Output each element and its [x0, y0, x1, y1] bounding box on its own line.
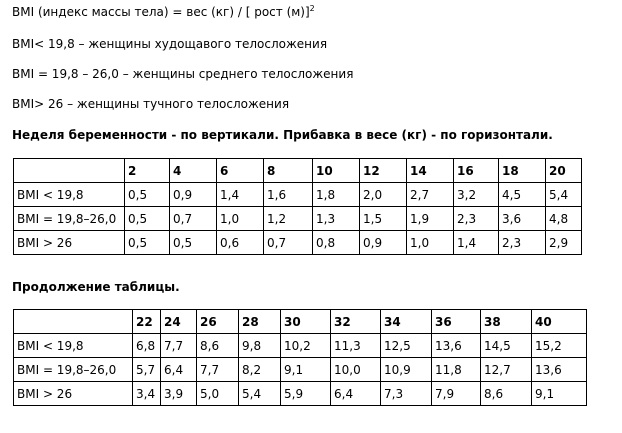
- weight-gain-cell: 0,5: [125, 183, 170, 207]
- weight-gain-cell: 7,7: [161, 334, 197, 358]
- weight-gain-cell: 12,5: [381, 334, 432, 358]
- week-header-cell: 22: [133, 310, 161, 334]
- week-header-cell: 34: [381, 310, 432, 334]
- weight-gain-cell: 0,9: [170, 183, 217, 207]
- bmi-formula: [12, 5, 315, 19]
- table-row: [14, 207, 582, 231]
- weight-gain-cell: 14,5: [481, 334, 532, 358]
- week-header-cell: 24: [161, 310, 197, 334]
- table-corner-cell: [14, 159, 125, 183]
- bmi-category-cell: BMI < 19,8: [14, 334, 133, 358]
- weight-gain-cell: 0,5: [125, 231, 170, 255]
- table-continued-heading: Продолжение таблицы.: [12, 280, 180, 294]
- weight-gain-cell: 15,2: [532, 334, 587, 358]
- table-header-row: [14, 159, 582, 183]
- weight-gain-cell: 4,8: [546, 207, 582, 231]
- bmi-category-cell: BMI > 26: [14, 382, 133, 406]
- table-row: [14, 183, 582, 207]
- weight-gain-cell: 2,7: [407, 183, 454, 207]
- weight-gain-cell: 3,9: [161, 382, 197, 406]
- table-corner-cell: [14, 310, 133, 334]
- weight-gain-cell: 11,8: [432, 358, 481, 382]
- weight-gain-cell: 5,4: [239, 382, 281, 406]
- bmi-formula-exponent: 2: [309, 4, 315, 13]
- weight-gain-cell: 3,6: [499, 207, 546, 231]
- weight-gain-cell: 10,0: [331, 358, 381, 382]
- weight-gain-cell: 8,2: [239, 358, 281, 382]
- week-header-cell: 12: [360, 159, 407, 183]
- weight-gain-cell: 8,6: [197, 334, 239, 358]
- weight-gain-table-weeks-22-40: [13, 309, 587, 406]
- weight-gain-cell: 1,4: [454, 231, 499, 255]
- weight-gain-cell: 0,5: [170, 231, 217, 255]
- weight-gain-cell: 8,6: [481, 382, 532, 406]
- weight-gain-cell: 3,2: [454, 183, 499, 207]
- weight-gain-cell: 6,8: [133, 334, 161, 358]
- week-header-cell: 32: [331, 310, 381, 334]
- weight-gain-cell: 2,9: [546, 231, 582, 255]
- table-heading: Неделя беременности - по вертикали. Прибавка в весе (кг) - по горизонтали.: [12, 128, 553, 142]
- weight-gain-cell: 5,0: [197, 382, 239, 406]
- table-row: [14, 231, 582, 255]
- bmi-category-cell: BMI < 19,8: [14, 183, 125, 207]
- weight-gain-cell: 1,6: [264, 183, 313, 207]
- weight-gain-cell: 0,7: [264, 231, 313, 255]
- weight-gain-cell: 1,8: [313, 183, 360, 207]
- bmi-high-description: BMI> 26 – женщины тучного телосложения: [12, 97, 290, 111]
- weight-gain-cell: 1,0: [407, 231, 454, 255]
- week-header-cell: 8: [264, 159, 313, 183]
- week-header-cell: 10: [313, 159, 360, 183]
- week-header-cell: 18: [499, 159, 546, 183]
- table1-body: [14, 159, 582, 255]
- week-header-cell: 6: [217, 159, 264, 183]
- weight-gain-cell: 5,9: [281, 382, 331, 406]
- weight-gain-cell: 7,3: [381, 382, 432, 406]
- table-row: [14, 358, 587, 382]
- weight-gain-cell: 1,5: [360, 207, 407, 231]
- weight-gain-cell: 2,3: [499, 231, 546, 255]
- bmi-mid-description: BMI = 19,8 – 26,0 – женщины среднего телосложения: [12, 67, 354, 81]
- weight-gain-cell: 6,4: [331, 382, 381, 406]
- weight-gain-cell: 0,9: [360, 231, 407, 255]
- weight-gain-cell: 9,8: [239, 334, 281, 358]
- weight-gain-cell: 2,0: [360, 183, 407, 207]
- table-row: [14, 334, 587, 358]
- weight-gain-cell: 5,4: [546, 183, 582, 207]
- weight-gain-cell: 0,7: [170, 207, 217, 231]
- weight-gain-cell: 0,6: [217, 231, 264, 255]
- week-header-cell: 28: [239, 310, 281, 334]
- table-row: [14, 382, 587, 406]
- weight-gain-cell: 12,7: [481, 358, 532, 382]
- weight-gain-cell: 7,9: [432, 382, 481, 406]
- weight-gain-cell: 1,0: [217, 207, 264, 231]
- bmi-formula-text: BMI (индекс массы тела) = вес (кг) / [ рост (м)]: [12, 5, 310, 19]
- week-header-cell: 26: [197, 310, 239, 334]
- weight-gain-cell: 0,5: [125, 207, 170, 231]
- weight-gain-cell: 13,6: [432, 334, 481, 358]
- weight-gain-cell: 7,7: [197, 358, 239, 382]
- bmi-category-cell: BMI = 19,8–26,0: [14, 207, 125, 231]
- weight-gain-cell: 1,2: [264, 207, 313, 231]
- weight-gain-cell: 1,4: [217, 183, 264, 207]
- weight-gain-cell: 1,3: [313, 207, 360, 231]
- weight-gain-cell: 4,5: [499, 183, 546, 207]
- weight-gain-cell: 11,3: [331, 334, 381, 358]
- week-header-cell: 40: [532, 310, 587, 334]
- weight-gain-cell: 13,6: [532, 358, 587, 382]
- table-header-row: [14, 310, 587, 334]
- week-header-cell: 20: [546, 159, 582, 183]
- weight-gain-cell: 0,8: [313, 231, 360, 255]
- weight-gain-cell: 10,2: [281, 334, 331, 358]
- week-header-cell: 4: [170, 159, 217, 183]
- weight-gain-cell: 10,9: [381, 358, 432, 382]
- week-header-cell: 38: [481, 310, 532, 334]
- week-header-cell: 14: [407, 159, 454, 183]
- week-header-cell: 30: [281, 310, 331, 334]
- weight-gain-cell: 5,7: [133, 358, 161, 382]
- bmi-category-cell: BMI = 19,8–26,0: [14, 358, 133, 382]
- table2-body: [14, 310, 587, 406]
- week-header-cell: 16: [454, 159, 499, 183]
- weight-gain-cell: 1,9: [407, 207, 454, 231]
- bmi-low-description: BMI< 19,8 – женщины худощавого телосложения: [12, 37, 328, 51]
- weight-gain-table-weeks-2-20: [13, 158, 582, 255]
- weight-gain-cell: 3,4: [133, 382, 161, 406]
- weight-gain-cell: 9,1: [532, 382, 587, 406]
- bmi-category-cell: BMI > 26: [14, 231, 125, 255]
- week-header-cell: 2: [125, 159, 170, 183]
- weight-gain-cell: 6,4: [161, 358, 197, 382]
- week-header-cell: 36: [432, 310, 481, 334]
- weight-gain-cell: 2,3: [454, 207, 499, 231]
- weight-gain-cell: 9,1: [281, 358, 331, 382]
